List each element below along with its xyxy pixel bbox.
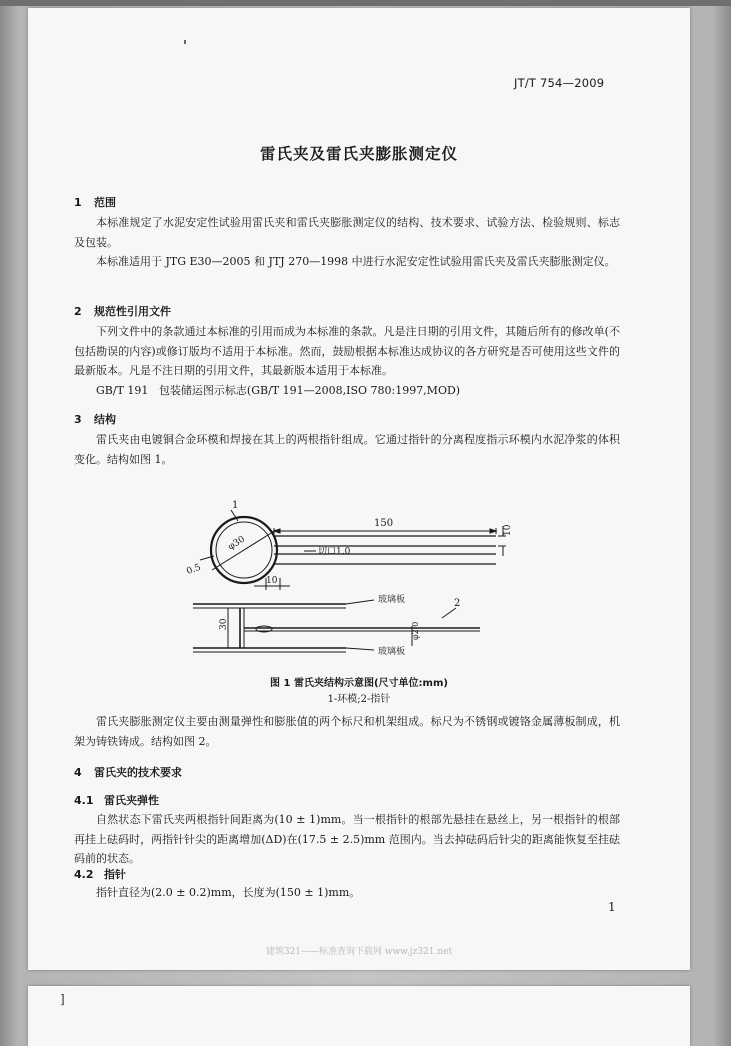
slit-label: 切口1.0 <box>318 547 351 557</box>
section-4-2-heading: 4.2 指针 <box>74 868 126 881</box>
bottom-dimension-label: 10 <box>266 576 278 586</box>
section-2-paragraph: 下列文件中的条款通过本标准的引用而成为本标准的条款。凡是注日期的引用文件，其随后所有的修改单(不包括勘误的内容)或修订版均不适用于本标准。然而，鼓励根据本标准达成协议的各方研究是否可使用这些文件的最新版本。凡是不注日期的引用文件，其最新版本适用于本标准。 <box>74 325 620 377</box>
page-number: 1 <box>608 900 616 914</box>
watermark: 建筑321——标准查询下载网 www.jz321.net <box>265 947 453 957</box>
ring-diameter-label: φ30 <box>226 534 247 553</box>
section-4-heading: 4 雷氏夹的技术要求 <box>74 766 182 779</box>
needle-length-label: 150 <box>374 518 394 529</box>
section-2-heading: 2 规范性引用文件 <box>74 305 171 318</box>
viewer-top-bar <box>0 0 731 6</box>
figure-1-legend: 1-环模;2-指针 <box>327 694 391 705</box>
label-pointer-needle: 2 <box>454 598 461 609</box>
label-ring-mold: 1 <box>232 500 239 511</box>
section-1-paragraph-2: 本标准适用于 JTG E30—2005 和 JTJ 270—1998 中进行水泥安定性试验用雷氏夹及雷氏夹膨胀测定仪。 <box>96 255 616 268</box>
figure-1-caption: 图 1 雷氏夹结构示意图(尺寸单位:mm) <box>270 678 448 689</box>
section-4-1-paragraph: 自然状态下雷氏夹两根指针间距离为(10 ± 1)mm。当一根指针的根部先悬挂在悬丝上，另一根指针的根部再挂上砝码时，两指针针尖的距离增加(ΔD)在(17.5 ± 2.5)mm 范围内。当去掉砝码后针尖的距离能恢复至挂砝码前的状态。 <box>74 813 620 865</box>
needle-spacing-label: 10 <box>503 524 513 536</box>
section-1-heading: 1 范围 <box>74 196 116 209</box>
needle-diameter-label: φ2.0 <box>411 621 420 640</box>
ring-wall-label: 0.5 <box>185 562 203 577</box>
next-page-mark: ] <box>60 992 65 1006</box>
section-4-2-paragraph: 指针直径为(2.0 ± 0.2)mm，长度为(150 ± 1)mm。 <box>96 886 361 899</box>
section-3-paragraph-2: 雷氏夹膨胀测定仪主要由测量弹性和膨胀值的两个标尺和机架组成。标尺为不锈钢或镀铬金属薄板制成，机架为铸铁铸成。结构如图 2。 <box>74 715 620 748</box>
section-3-heading: 3 结构 <box>74 413 116 426</box>
document-page <box>28 8 690 970</box>
section-4-1-heading: 4.1 雷氏夹弹性 <box>74 794 159 807</box>
reference-entry: GB/T 191 包装储运图示标志(GB/T 191—2008,ISO 780:1997,MOD) <box>96 384 461 397</box>
figure-1-diagram <box>28 488 690 668</box>
standard-number: JT/T 754—2009 <box>514 76 605 90</box>
scan-speck <box>184 40 186 44</box>
plate-gap-label: 30 <box>219 618 229 630</box>
glass-plate-label-top: 玻璃板 <box>378 595 406 605</box>
section-3-paragraph-1: 雷氏夹由电镀铜合金环模和焊接在其上的两根指针组成。它通过指针的分离程度指示环模内水泥净浆的体积变化。结构如图 1。 <box>74 433 620 466</box>
section-1-paragraph-1: 本标准规定了水泥安定性试验用雷氏夹和雷氏夹膨胀测定仪的结构、技术要求、试验方法、检验规则、标志及包装。 <box>74 216 620 249</box>
page-title: 雷氏夹及雷氏夹膨胀测定仪 <box>259 144 458 163</box>
next-page-edge <box>28 986 690 1046</box>
glass-plate-label-bottom: 玻璃板 <box>378 647 406 657</box>
